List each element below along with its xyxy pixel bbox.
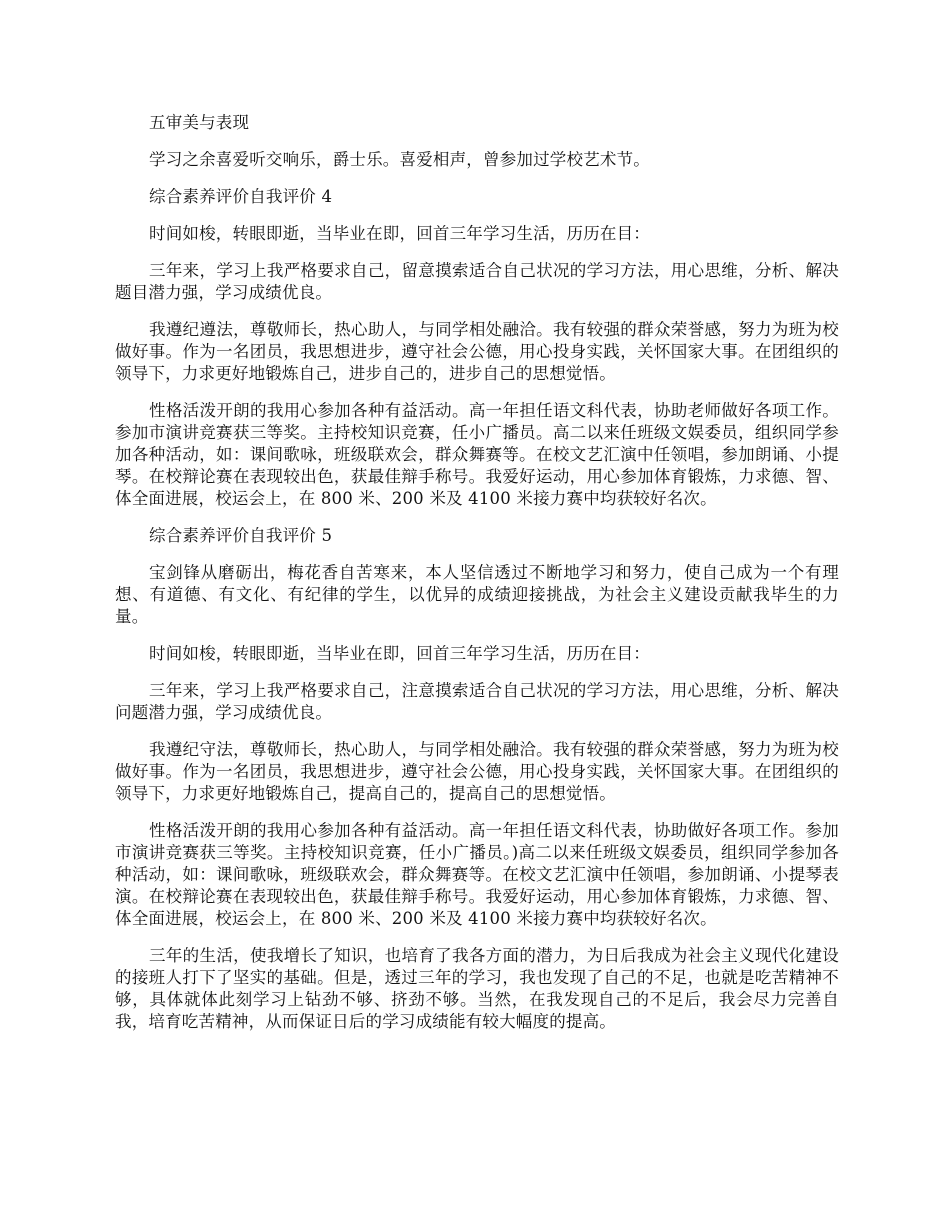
paragraph-time-flies-2: 时间如梭，转眼即逝，当毕业在即，回首三年学习生活，历历在目： xyxy=(149,644,650,663)
paragraph-study-1: 三年来，学习上我严格要求自己，留意摸索适合自己状况的学习方法，用心思维，分析、解决题目潜力强，学习成绩优良。 xyxy=(115,261,839,302)
paragraph-conduct-1: 我遵纪遵法，尊敬师长，热心助人，与同学相处融洽。我有较强的群众荣誉感，努力为班为校做好事。作为一名团员，我思想进步，遵守社会公德，用心投身实践，关怀国家大事。在团组织的领导下，力求更好地锻炼自己，进步自己的，进步自己的思想觉悟。 xyxy=(115,320,839,383)
section-heading-aesthetics: 五审美与表现 xyxy=(149,113,250,132)
section-heading-evaluation-4: 综合素养评价自我评价 4 xyxy=(149,187,333,206)
paragraph-conduct-2: 我遵纪守法，尊敬师长，热心助人，与同学相处融洽。我有较强的群众荣誉感，努力为班为校做好事。作为一名团员，我思想进步，遵守社会公德，用心投身实践，关怀国家大事。在团组织的领导下，力求更好地锻炼自己，提高自己的，提高自己的思想觉悟。 xyxy=(115,740,839,803)
document-body xyxy=(115,112,839,1048)
paragraph-time-flies-1: 时间如梭，转眼即逝，当毕业在即，回首三年学习生活，历历在目： xyxy=(149,224,650,243)
paragraph-activities-1: 性格活泼开朗的我用心参加各种有益活动。高一年担任语文科代表，协助老师做好各项工作。参加市演讲竞赛获三等奖。主持校知识竞赛，任小广播员。高二以来任班级文娱委员，组织同学参加各种活动，如：课间歌咏，班级联欢会，群众舞赛等。在校文艺汇演中任领唱，参加朗诵、小提琴。在校辩论赛在表现较出色，获最佳辩手称号。我爱好运动，用心参加体育锻炼，力求德、智、体全面进展，校运会上，在 800 米、200 米及 4100 米接力赛中均获较好名次。 xyxy=(115,401,839,508)
paragraph-activities-2: 性格活泼开朗的我用心参加各种有益活动。高一年担任语文科代表，协助做好各项工作。参加市演讲竞赛获三等奖。主持校知识竞赛，任小广播员。)高二以来任班级文娱委员，组织同学参加各种活动，如：课间歌咏，班级联欢会，群众舞赛等。在校文艺汇演中任领唱，参加朗诵、小提琴表演。在校辩论赛在表现较出色，获最佳辩手称号。我爱好运动，用心参加体育锻炼，力求德、智、体全面进展，校运会上，在 800 米、200 米及 4100 米接力赛中均获较好名次。 xyxy=(115,821,839,928)
paragraph-study-2: 三年来，学习上我严格要求自己，注意摸索适合自己状况的学习方法，用心思维，分析、解决问题潜力强，学习成绩优良。 xyxy=(115,681,839,722)
paragraph-ambition: 宝剑锋从磨砺出，梅花香自苦寒来，本人坚信透过不断地学习和努力，使自己成为一个有理想、有道德、有文化、有纪律的学生，以优异的成绩迎接挑战，为社会主义建设贡献我毕生的力量。 xyxy=(115,563,839,626)
paragraph-hobbies: 学习之余喜爱听交响乐，爵士乐。喜爱相声，曾参加过学校艺术节。 xyxy=(149,150,650,169)
section-heading-evaluation-5: 综合素养评价自我评价 5 xyxy=(149,526,333,545)
paragraph-conclusion: 三年的生活，使我增长了知识，也培育了我各方面的潜力，为日后我成为社会主义现代化建设的接班人打下了坚实的基础。但是，透过三年的学习，我也发现了自己的不足，也就是吃苦精神不够，具体就体此刻学习上钻劲不够、挤劲不够。当然，在我发现自己的不足后，我会尽力完善自我，培育吃苦精神，从而保证日后的学习成绩能有较大幅度的提高。 xyxy=(115,946,839,1031)
